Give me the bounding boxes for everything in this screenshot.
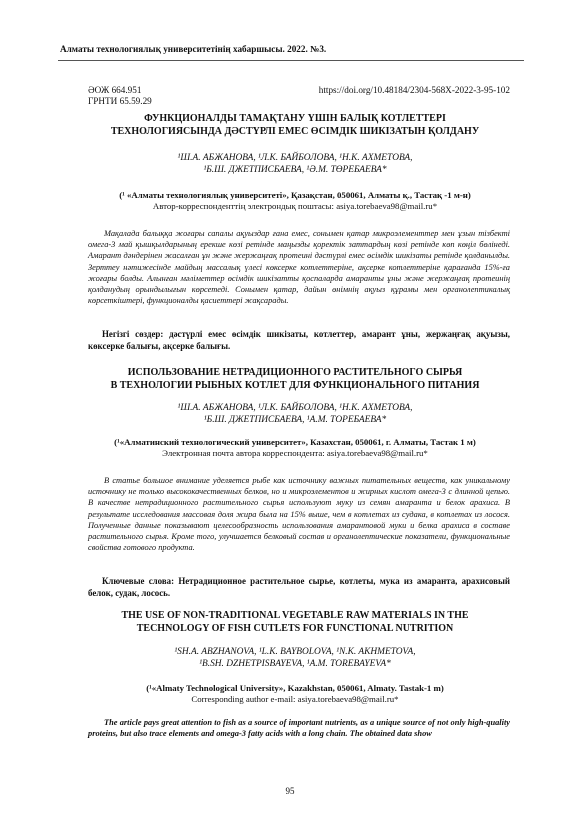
- header-rule: [58, 60, 524, 61]
- en-email: Corresponding author e-mail: asiya.torebaeva98@mail.ru*: [191, 694, 399, 704]
- ru-keywords-label: Ключевые слова:: [102, 576, 175, 586]
- classification-codes: [88, 85, 152, 107]
- ru-title-line2: В ТЕХНОЛОГИИ РЫБНЫХ КОТЛЕТ ДЛЯ ФУНКЦИОНАЛЬНОГО ПИТАНИЯ: [110, 379, 480, 391]
- grnti-code: ГРНТИ 65.59.29: [88, 96, 152, 106]
- kz-authors-line1: ¹Ш.А. АБЖАНОВА, ¹Л.К. БАЙБОЛОВА, ¹Н.К. АХМЕТОВА,: [177, 153, 413, 163]
- kz-keywords-label: Негізгі сөздер:: [102, 329, 164, 339]
- en-authors-line1: ¹SH.A. ABZHANOVA, ¹L.K. BAYBOLOVA, ¹N.K. AKHMETOVA,: [174, 647, 416, 657]
- en-title: [75, 610, 515, 635]
- ru-authors: [75, 402, 515, 426]
- kz-title-line1: ФУНКЦИОНАЛДЫ ТАМАҚТАНУ ҮШІН БАЛЫҚ КОТЛЕТТЕРІ: [144, 113, 446, 124]
- ru-affiliation-block: [75, 437, 515, 459]
- ru-keywords-text: Нетрадиционное растительное сырье, котлеты, мука из амаранта, арахисовый белок, судак, лосось.: [88, 576, 510, 598]
- page-number: 95: [285, 786, 295, 796]
- doi-link[interactable]: https://doi.org/10.48184/2304-568X-2022-3-95-102: [318, 85, 510, 95]
- en-authors-line2: ¹B.SH. DZHETPISBAYEVA, ¹A.M. TOREBAYEVA*: [199, 659, 391, 669]
- udc-code: ӘОЖ 664.951: [88, 85, 142, 95]
- ru-abstract: В статье большое внимание уделяется рыбе как источнику важных питательных веществ, как уникальному источнику не только высококачественных белков, но и микроэлементов и жирных кислот омега-3 с длинной цепью. В качестве нетрадиционного растительного сырья используют муку из семян амаранта и белок арахиса. В результате исследования массовая доля жира была на 15% выше, чем в котлетах из судака, в котлетах из лосося. Полученные данные показывают целесообразность использования амарантовой муки и белка арахиса в составе растительного сырья. Кроме того, улучшается белковый состав и органолептические показатели, функциональные свойства готового продукта.: [88, 476, 510, 553]
- en-authors: [75, 646, 515, 670]
- en-affiliation: (¹«Almaty Technological University», Kazakhstan, 050061, Almaty. Tastak-1 m): [146, 683, 444, 693]
- kz-title: [75, 113, 515, 138]
- kz-affiliation: (¹ «Алматы технологиялық университеті», Қазақстан, 050061, Алматы қ., Тастақ -1 м-н): [119, 190, 471, 200]
- en-title-line1: THE USE OF NON-TRADITIONAL VEGETABLE RAW MATERIALS IN THE: [121, 610, 469, 621]
- ru-affiliation: (¹«Алматинский технологический университет», Казахстан, 050061, г. Алматы, Тастак 1 м): [114, 437, 476, 447]
- kz-title-line2: ТЕХНОЛОГИЯСЫНДА ДӘСТҮРЛІ ЕМЕС ӨСІМДІК ШИКІЗАТЫН ҚОЛДАНУ: [110, 125, 480, 137]
- kz-authors-line2: ¹Б.Ш. ДЖЕТПИСБАЕВА, ¹Ә.М. ТӨРЕБАЕВА*: [203, 165, 387, 175]
- ru-authors-line2: ¹Б.Ш. ДЖЕТПИСБАЕВА, ¹А.М. ТОРЕБАЕВА*: [203, 415, 387, 425]
- ru-authors-line1: ¹Ш.А. АБЖАНОВА, ¹Л.К. БАЙБОЛОВА, ¹Н.К. АХМЕТОВА,: [177, 403, 413, 413]
- kz-abstract: Мақалада балыққа жоғары сапалы ақуыздар ғана емес, сонымен қатар микроэлементтер мен ұзын тізбекті омега-3 май қышқылдарының ерекше көзі ретінде маңызды қоректік заттардың көзі ретінде көп көңіл бөлінеді. Амарант дәндерінен жасалған ұн және жержаңғақ протеині дәстүрлі емес өсімдік шикізаты ретінде қолданылды. Зерттеу нәтижесінде майдың массалық үлесі көксерке котлеттеріне, ақсерке котлеттеріне қарағанда 15%-ға жоғары болды. Алынған мәліметтер өсімдік шикізатты қоспаларда амаранты ұны және жержаңғақ протеинің қолданудың орындылығын көрсетеді. Сонымен қатар, дайын өнімнің ақуыз құрамы мен органолептикалық көрсеткіштері, функционалды қасиеттері жақсарады.: [88, 229, 510, 306]
- ru-email: Электронная почта автора корреспондента: asiya.torebaeva98@mail.ru*: [162, 448, 428, 458]
- kz-keywords-text: дәстүрлі емес өсімдік шикізаты, котлеттер, амарант ұны, жержаңғақ ақуызы, көксерке балығы, ақсерке балығы.: [88, 329, 511, 351]
- en-abstract: The article pays great attention to fish as a source of important nutrients, as a unique source of not only high-quality proteins, but also trace elements and omega-3 fatty acids with a long chain. The obtained data show: [88, 718, 510, 739]
- ru-title-line1: ИСПОЛЬЗОВАНИЕ НЕТРАДИЦИОННОГО РАСТИТЕЛЬНОГО СЫРЬЯ: [127, 367, 463, 378]
- kz-affiliation-block: [75, 190, 515, 212]
- ru-title: [75, 367, 515, 392]
- kz-email: Автор-корреспонденттің электрондық поштасы: asiya.torebaeva98@mail.ru*: [152, 201, 438, 211]
- ru-keywords: [88, 575, 510, 599]
- en-title-line2: TECHNOLOGY OF FISH CUTLETS FOR FUNCTIONAL NUTRITION: [136, 622, 454, 634]
- en-affiliation-block: [75, 683, 515, 705]
- journal-header: Алматы технологиялық университетінің хабаршысы. 2022. №3.: [60, 44, 327, 54]
- kz-keywords: [88, 328, 510, 352]
- kz-authors: [75, 152, 515, 176]
